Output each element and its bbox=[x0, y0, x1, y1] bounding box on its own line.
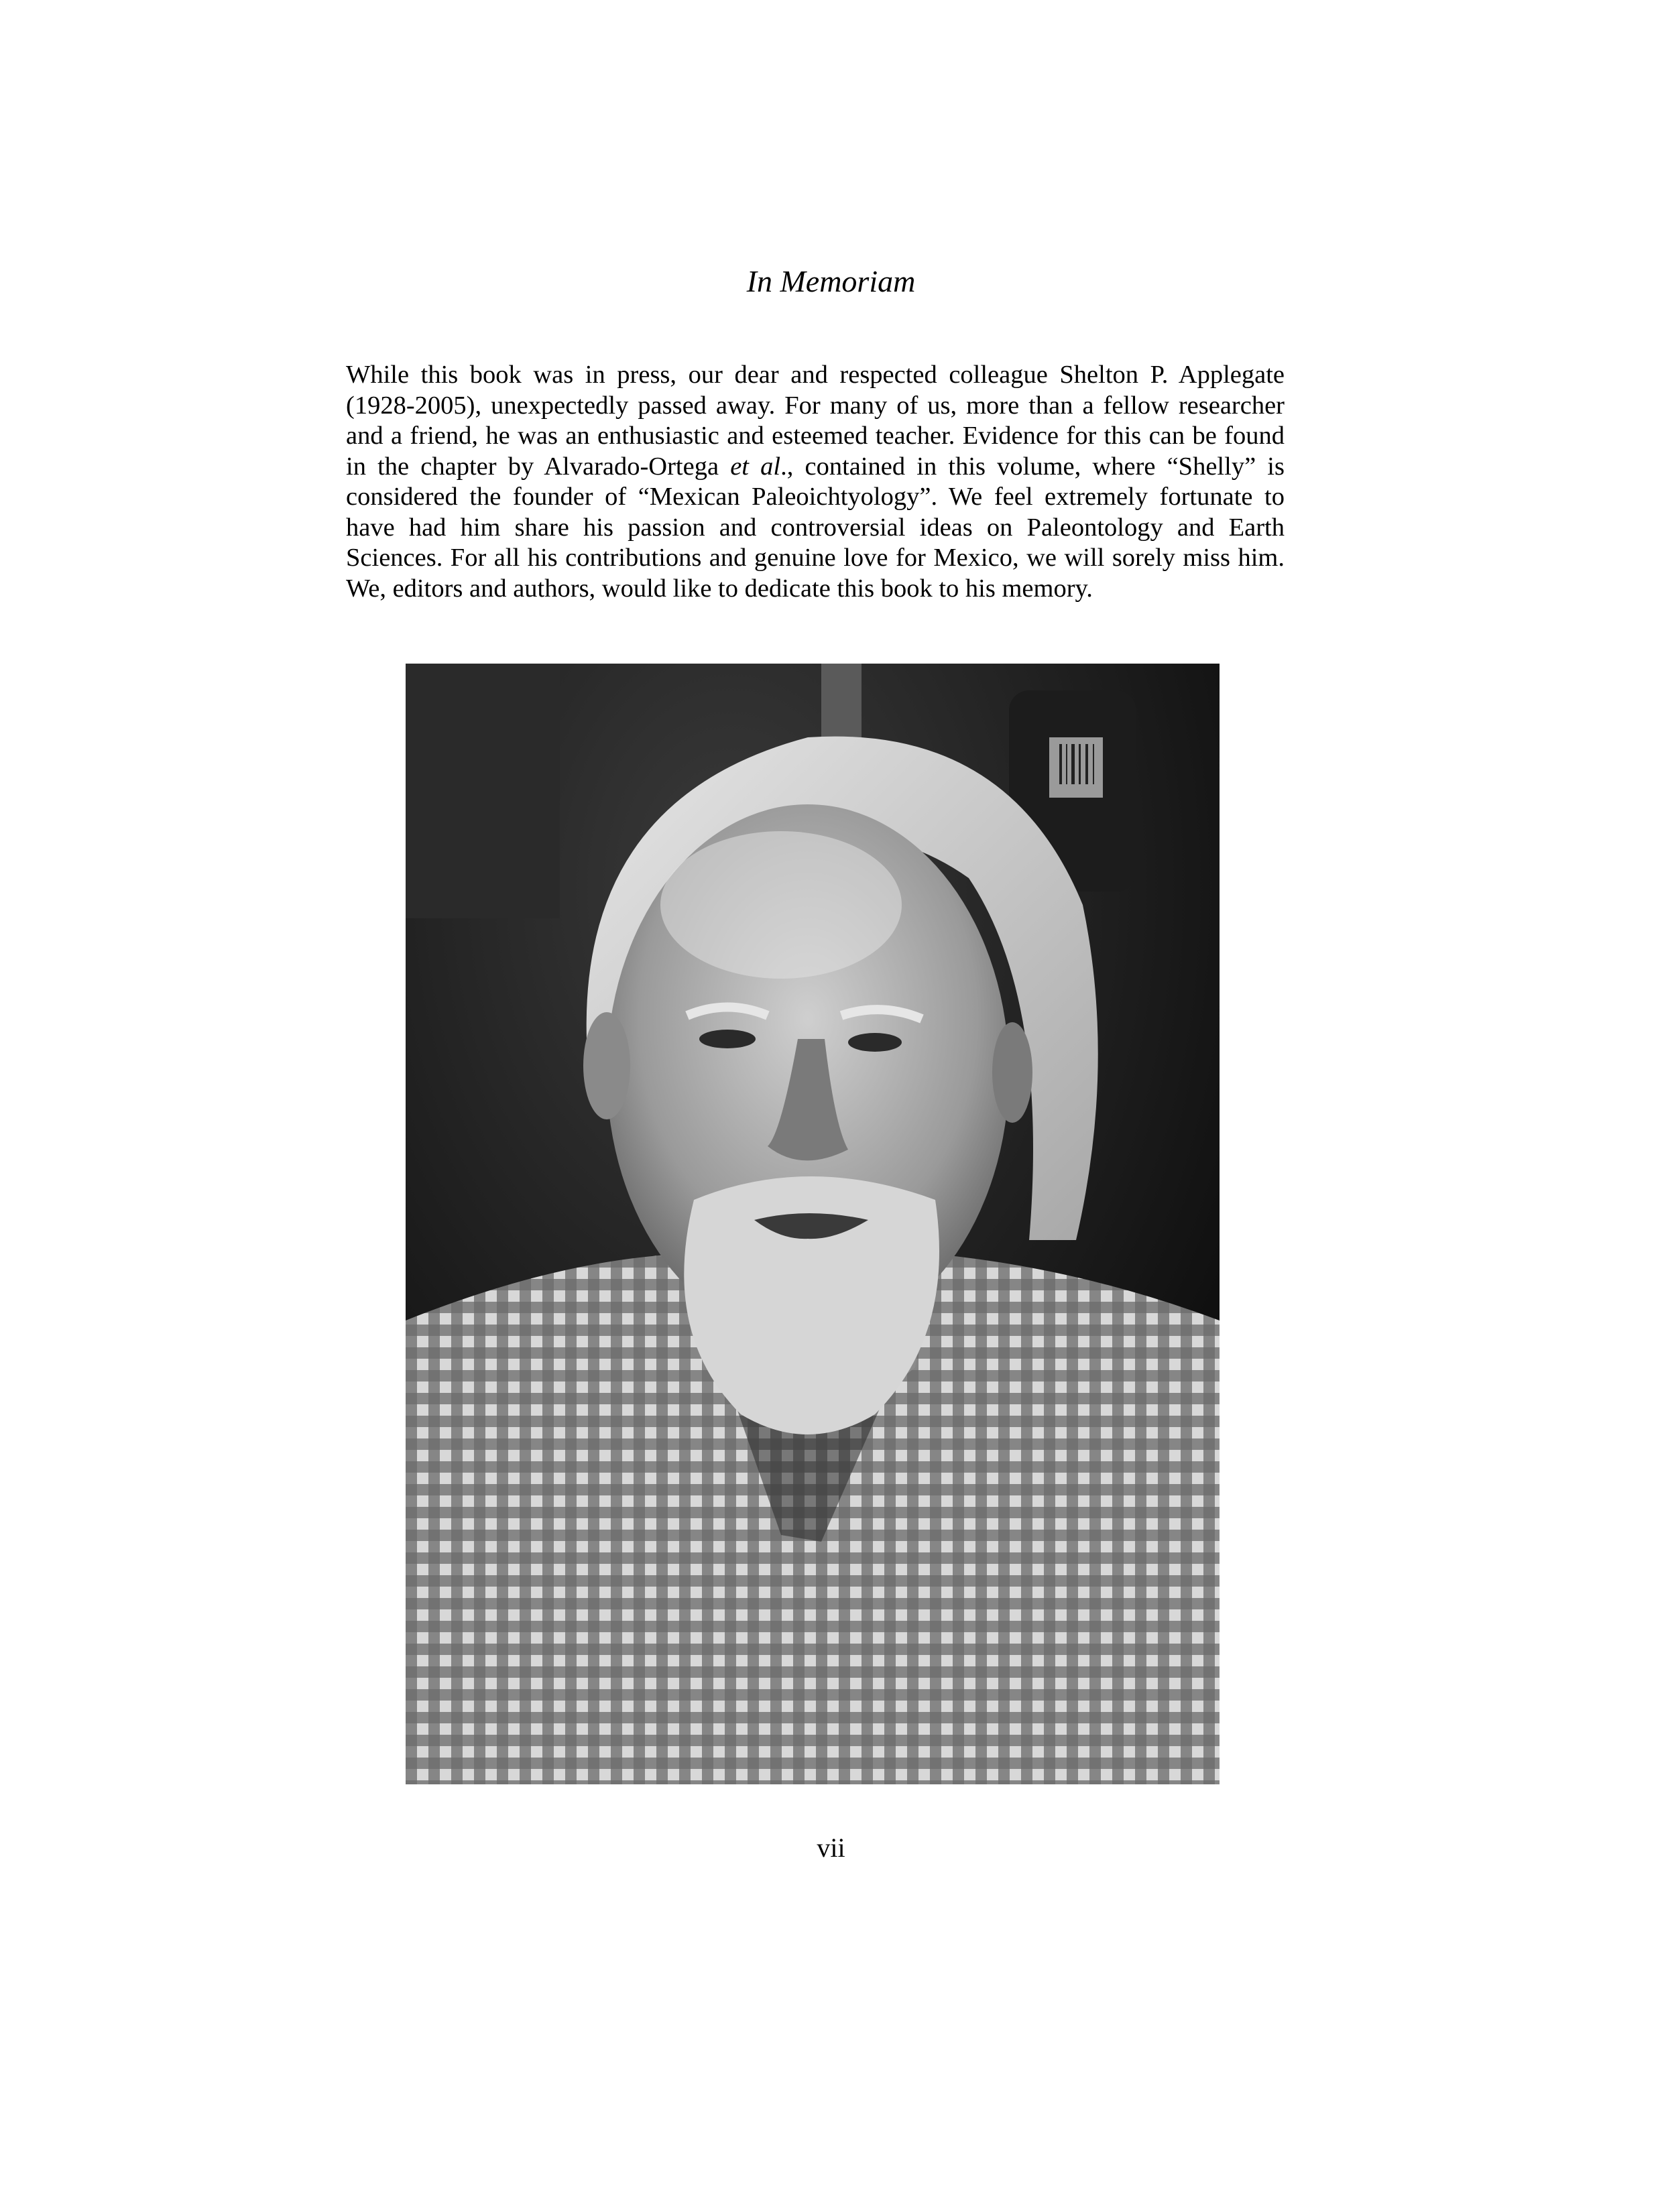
portrait-illustration bbox=[406, 664, 1220, 1784]
dedication-text-part-2: ., contained in this volume, where “Shelly” is considered the founder of “Mexican Paleoichtyology”. We feel extremely fortunate to have had him share his passion and controversial ideas on Paleontology and Earth Sciences. For all his contributions and genuine love for Mexico, we will sorely miss him. We, editors and authors, would like to dedicate this book to his memory. bbox=[346, 452, 1285, 603]
page-number: vii bbox=[817, 1833, 845, 1863]
portrait-photo bbox=[406, 664, 1220, 1784]
page-title: In Memoriam bbox=[746, 264, 916, 298]
dedication-text-part-1: While this book was in press, our dear and respected colleague Shelton P. Applegate (1928-2005), unexpectedly passed away. For many of us, more than a fellow researcher and a friend, he was an enthusiastic and esteemed teacher. Evidence for this can be found in the chapter by Alvarado-Ortega bbox=[346, 361, 1285, 481]
dedication-italic-citation: et al bbox=[730, 452, 781, 481]
dedication-paragraph bbox=[346, 360, 1285, 604]
